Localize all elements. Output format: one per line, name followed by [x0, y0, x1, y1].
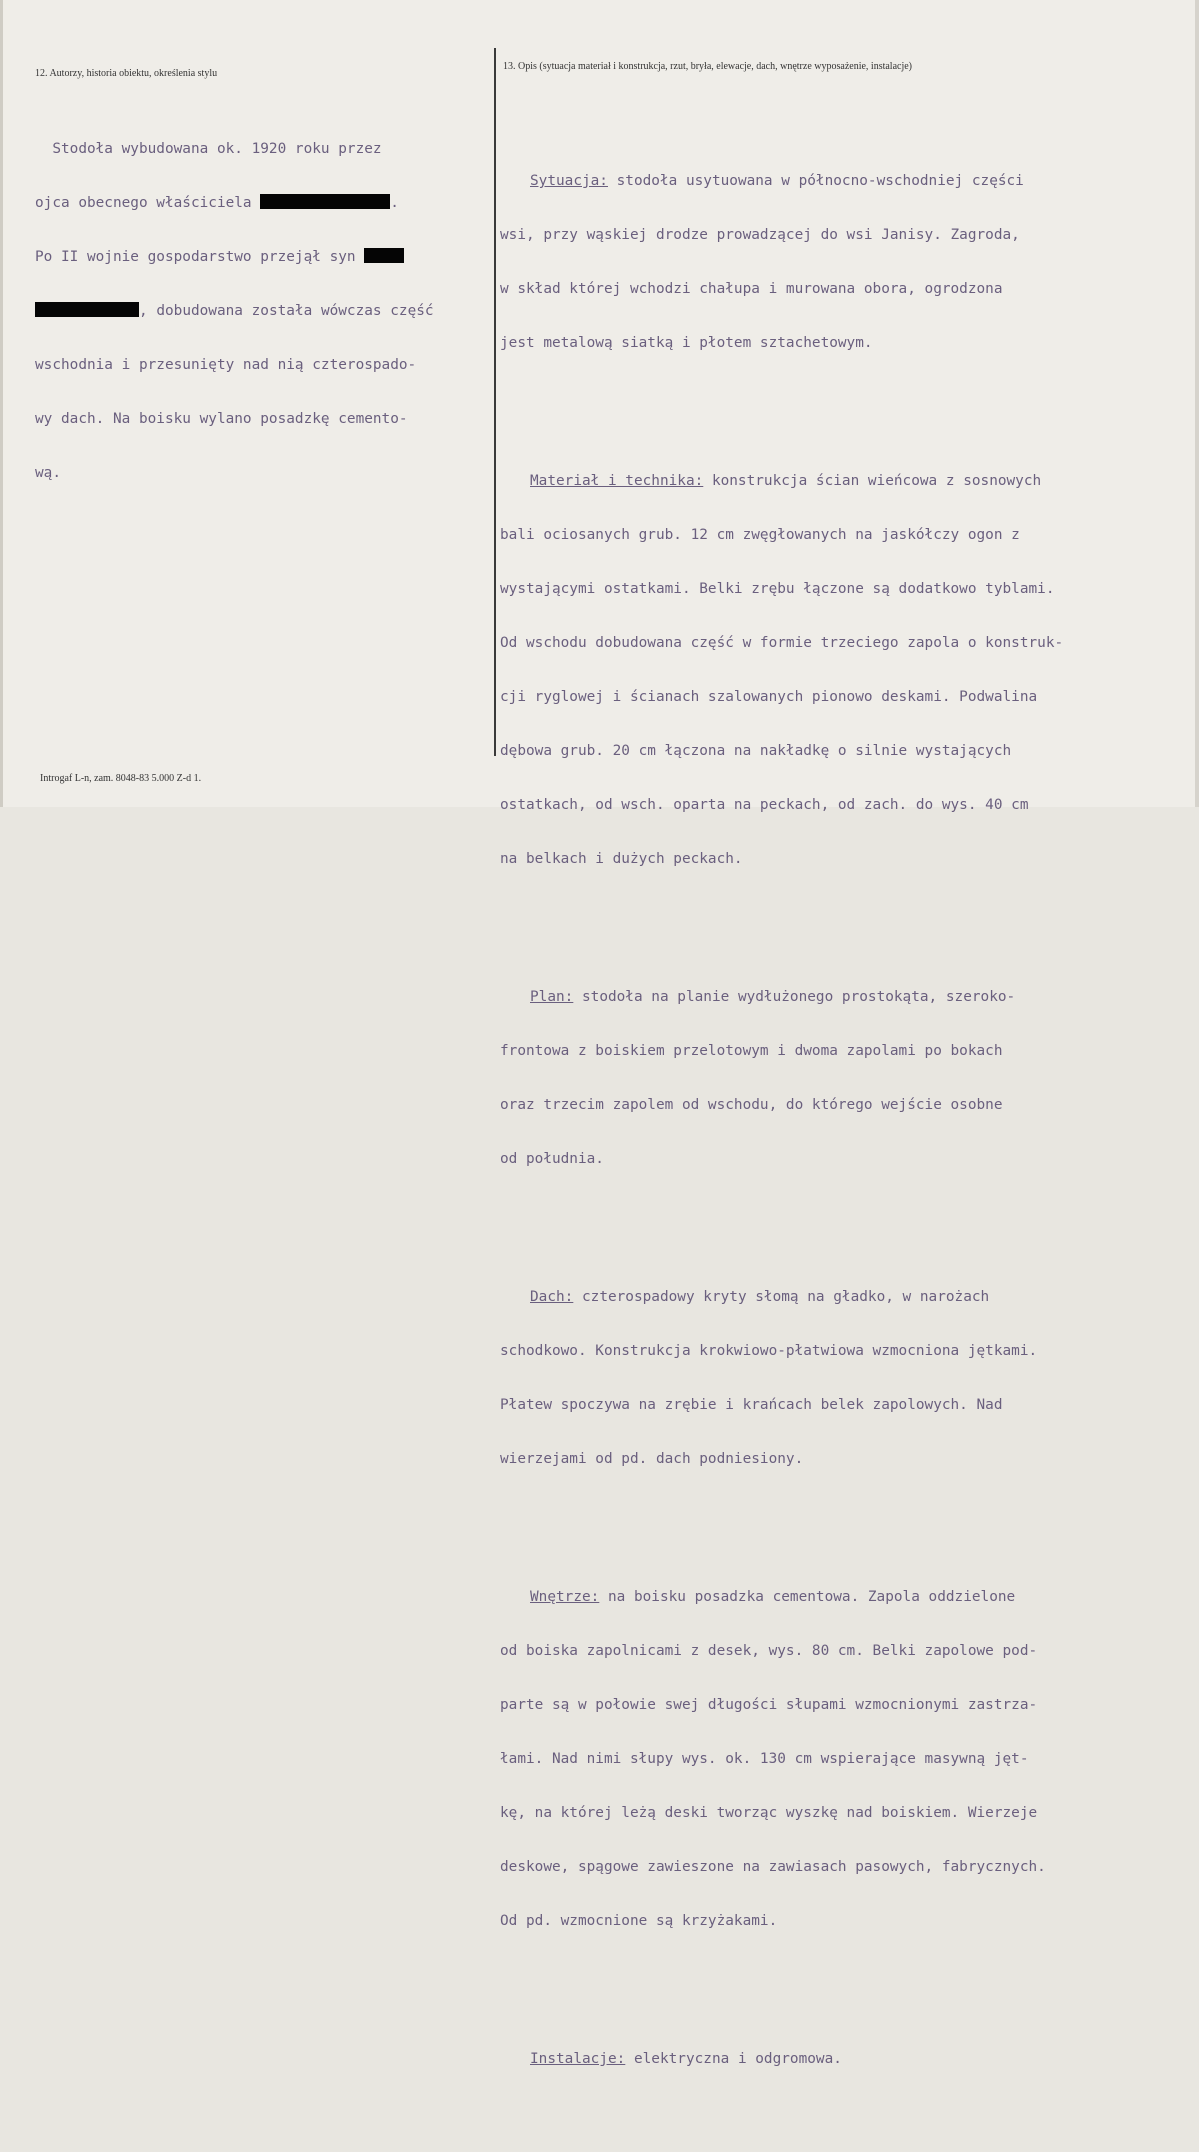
- desc-line: ostatkach, od wsch. oparta na peckach, od zach. do wys. 40 cm: [500, 797, 1029, 813]
- desc-line: kę, na której leżą deski tworząc wyszkę nad boiskiem. Wierzeje: [500, 1805, 1038, 1821]
- desc-line: schodkowo. Konstrukcja krokwiowo-płatwiowa wzmocniona jętkami.: [500, 1343, 1038, 1359]
- desc-line: [530, 988, 1063, 1006]
- label-dach: Dach:: [530, 1289, 574, 1305]
- desc-line: od południa.: [500, 1151, 604, 1167]
- history-line: [35, 302, 434, 320]
- desc-line-part: stodoła usytuowana w północno-wschodniej części: [607, 173, 1024, 189]
- desc-line: [530, 1588, 1063, 1606]
- desc-line: od boiska zapolnicami z desek, wys. 80 cm. Belki zapolowe pod-: [500, 1643, 1038, 1659]
- label-sytuacja: Sytuacja:: [530, 173, 608, 189]
- history-line: wschodnia i przesunięty nad nią czterospado-: [35, 357, 417, 373]
- description-text: [500, 100, 1064, 2152]
- desc-line: dębowa grub. 20 cm łączona na nakładkę o silnie wystających: [500, 743, 1012, 759]
- desc-line: łami. Nad nimi słupy wys. ok. 130 cm wspierające masywną jęt-: [500, 1751, 1029, 1767]
- paragraph-dach: [500, 1252, 1063, 1504]
- history-line-part: , dobudowana została wówczas część: [139, 303, 434, 319]
- redaction-block: [364, 248, 404, 263]
- label-material: Materiał i technika:: [530, 473, 704, 489]
- section-13-heading: 13. Opis (sytuacja materiał i konstrukcja, rzut, bryła, elewacje, dach, wnętrze wyposażenie, instalacje): [503, 61, 912, 72]
- desc-line: jest metalową siatką i płotem sztachetowym.: [500, 335, 873, 351]
- paragraph-wnetrze: [500, 1552, 1063, 1966]
- desc-line: deskowe, spągowe zawieszone na zawiasach pasowych, fabrycznych.: [500, 1859, 1046, 1875]
- history-line: wy dach. Na boisku wylano posadzkę cemento-: [35, 411, 408, 427]
- desc-line-part: stodoła na planie wydłużonego prostokąta, szeroko-: [573, 989, 1016, 1005]
- label-wnetrze: Wnętrze:: [530, 1589, 600, 1605]
- desc-line-part: czterospadowy kryty słomą na gładko, w narożach: [573, 1289, 990, 1305]
- history-line: Stodoła wybudowana ok. 1920 roku przez: [35, 141, 382, 157]
- page-edge-right: [1195, 0, 1199, 807]
- desc-line: [530, 172, 1063, 190]
- printer-imprint: Introgaf L-n, zam. 8048-83 5.000 Z-d 1.: [40, 773, 202, 784]
- desc-line: Od wschodu dobudowana część w formie trzeciego zapola o konstruk-: [500, 635, 1064, 651]
- label-instalacje: Instalacje:: [530, 2051, 626, 2067]
- desc-line: Płatew spoczywa na zrębie i krańcach belek zapolowych. Nad: [500, 1397, 1003, 1413]
- paragraph-material: [500, 436, 1064, 904]
- section-12-heading: 12. Autorzy, historia obiektu, określenia stylu: [35, 68, 218, 79]
- desc-line-part: elektryczna i odgromowa.: [625, 2051, 842, 2067]
- desc-line: frontowa z boiskiem przelotowym i dwoma zapolami po bokach: [500, 1043, 1003, 1059]
- desc-line: parte są w połowie swej długości słupami wzmocnionymi zastrza-: [500, 1697, 1038, 1713]
- history-line: wą.: [35, 465, 61, 481]
- history-line: [35, 248, 434, 266]
- desc-line: [530, 2050, 1063, 2068]
- desc-line: cji ryglowej i ścianach szalowanych pionowo deskami. Podwalina: [500, 689, 1038, 705]
- desc-line: [530, 472, 1063, 490]
- desc-line: wierzejami od pd. dach podniesiony.: [500, 1451, 804, 1467]
- history-line-part: Po II wojnie gospodarstwo przejął syn: [35, 249, 365, 265]
- desc-line: Od pd. wzmocnione są krzyżakami.: [500, 1913, 778, 1929]
- redaction-block: [35, 302, 139, 317]
- desc-line: oraz trzecim zapolem od wschodu, do którego wejście osobne: [500, 1097, 1003, 1113]
- history-line-part: ojca obecnego właściciela: [35, 195, 261, 211]
- desc-line: bali ociosanych grub. 12 cm zwęgłowanych na jaskółczy ogon z: [500, 527, 1020, 543]
- history-line-part: .: [390, 195, 399, 211]
- desc-line: na belkach i dużych peckach.: [500, 851, 743, 867]
- paragraph-instalacje: [530, 2014, 1063, 2104]
- desc-line-part: konstrukcja ścian wieńcowa z sosnowych: [703, 473, 1042, 489]
- desc-line: wsi, przy wąskiej drodze prowadzącej do wsi Janisy. Zagroda,: [500, 227, 1020, 243]
- paragraph-plan: [500, 952, 1063, 1204]
- history-text: [35, 104, 434, 518]
- label-plan: Plan:: [530, 989, 574, 1005]
- desc-line: wystającymi ostatkami. Belki zrębu łączone są dodatkowo tyblami.: [500, 581, 1055, 597]
- paragraph-sytuacja: [500, 136, 1063, 388]
- page-edge-left: [0, 0, 3, 807]
- history-line: [35, 194, 434, 212]
- redaction-block: [260, 194, 390, 209]
- desc-line-part: na boisku posadzka cementowa. Zapola oddzielone: [599, 1589, 1016, 1605]
- column-divider: [494, 48, 496, 756]
- desc-line: w skład której wchodzi chałupa i murowana obora, ogrodzona: [500, 281, 1003, 297]
- desc-line: [530, 1288, 1063, 1306]
